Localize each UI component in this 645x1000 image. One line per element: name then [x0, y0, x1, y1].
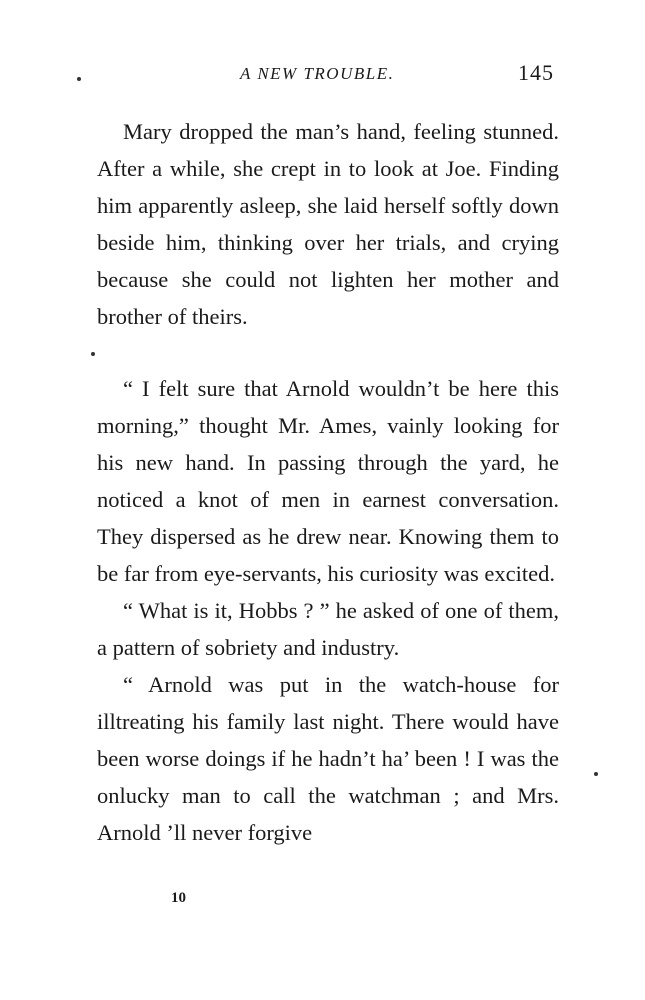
- ink-speck: [594, 772, 598, 776]
- ink-speck: [91, 352, 95, 356]
- signature-mark: 10: [171, 890, 186, 906]
- text-block-top: [97, 113, 559, 335]
- page-number: 145: [518, 60, 554, 85]
- ink-speck: [77, 77, 81, 81]
- paragraph: “ I felt sure that Arnold wouldn’t be here this morning,” thought Mr. Ames, vainly looking for his new hand. In passing through the yard, he noticed a knot of men in earnest conversation. They dispersed as he drew near. Knowing them to be far from eye-servants, his curiosity was excited.: [97, 376, 559, 586]
- text-block-main: [97, 370, 559, 851]
- running-title: A NEW TROUBLE.: [240, 64, 395, 83]
- paragraph: “ Arnold was put in the watch-house for illtreating his family last night. There would have been worse doings if he hadn’t ha’ been ! I was the onlucky man to call the watchman ; and Mrs. Arnold ’ll never forgive: [97, 672, 559, 845]
- paragraph: Mary dropped the man’s hand, feeling stunned. After a while, she crept in to look at Joe. Finding him apparently asleep, she laid herself softly down beside him, thinking over her trials, and crying because she could not lighten her mother and brother of theirs.: [97, 119, 559, 329]
- paragraph: “ What is it, Hobbs ? ” he asked of one of them, a pattern of sobriety and industry.: [97, 598, 559, 660]
- running-head: [0, 60, 645, 90]
